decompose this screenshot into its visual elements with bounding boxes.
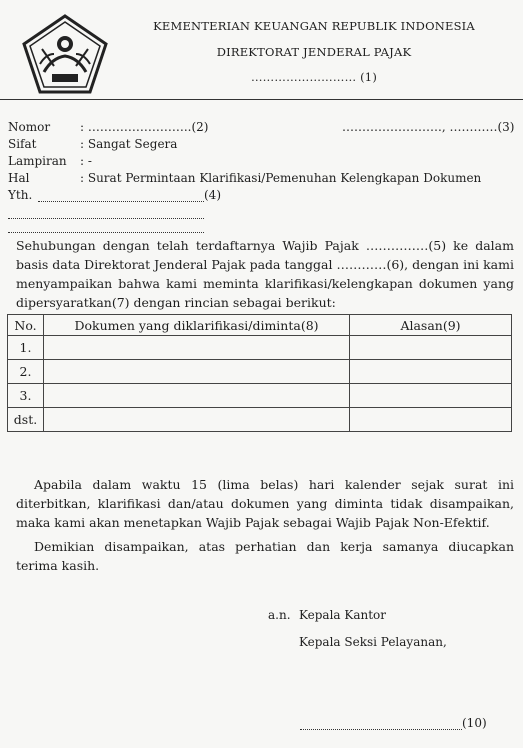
lampiran-label: Lampiran: [8, 154, 67, 168]
row-number: dst.: [8, 408, 44, 432]
an-label: a.n.: [268, 608, 291, 622]
row-number: 2.: [8, 360, 44, 384]
kepala-kantor: Kepala Kantor: [299, 608, 387, 622]
col-reason-header: Alasan(9): [350, 315, 512, 336]
recipient-line-1: [38, 201, 204, 202]
kepala-seksi: Kepala Seksi Pelayanan,: [299, 635, 447, 649]
yth-ref: (4): [204, 188, 221, 202]
col-no-header: No.: [8, 315, 44, 336]
document-cell: [44, 384, 350, 408]
yth-label: Yth.: [8, 188, 33, 202]
document-table: [7, 314, 512, 432]
row-number: 1.: [8, 336, 44, 360]
sifat-label: Sifat: [8, 137, 37, 151]
opening-paragraph: Sehubungan dengan telah terdaftarnya Wajib Pajak ……………(5) ke dalam basis data Direktorat Jenderal Pajak pada tanggal …………(6), dengan ini kami menyampaikan bahwa kami meminta klarifikasi/kelengkapan dokumen yang dipersyaratkan(7) dengan rincian sebagai berikut:: [16, 238, 514, 310]
col-document-header: Dokumen yang diklarifikasi/diminta(8): [44, 315, 350, 336]
table-row: [8, 384, 512, 408]
lampiran-value: : -: [80, 154, 92, 168]
table-row: [8, 408, 512, 432]
reason-cell: [350, 384, 512, 408]
reason-cell: [350, 336, 512, 360]
row-number: 3.: [8, 384, 44, 408]
signature-ref: (10): [462, 716, 487, 730]
reason-cell: [350, 408, 512, 432]
sifat-value: : Sangat Segera: [80, 137, 178, 151]
table-row: [8, 360, 512, 384]
document-cell: [44, 336, 350, 360]
ministry-name: KEMENTERIAN KEUANGAN REPUBLIK INDONESIA: [153, 19, 475, 33]
office-name-placeholder: ……………………… (1): [250, 70, 378, 84]
recipient-line-3: [8, 232, 204, 233]
ministry-of-finance-emblem: [22, 14, 108, 94]
reason-cell: [350, 360, 512, 384]
table-header-row: [8, 315, 512, 336]
document-cell: [44, 360, 350, 384]
date-placeholder: ……………………., …………(3): [342, 120, 515, 134]
closing-paragraph: Demikian disampaikan, atas perhatian dan kerja samanya diucapkan terima kasih.: [16, 539, 514, 573]
recipient-line-2: [8, 218, 204, 219]
table-row: [8, 336, 512, 360]
directorate-name: DIREKTORAT JENDERAL PAJAK: [216, 45, 412, 59]
header-divider: [0, 99, 523, 100]
nomor-value: : ……………………..(2): [80, 120, 209, 134]
signature-line: [300, 729, 462, 730]
document-cell: [44, 408, 350, 432]
deadline-paragraph: Apabila dalam waktu 15 (lima belas) hari kalender sejak surat ini diterbitkan, klarifikasi dan/atau dokumen yang diminta tidak disampaikan, maka kami akan menetapkan Wajib Pajak sebagai Wajib Pajak Non-Efektif.: [16, 477, 514, 530]
hal-value: : Surat Permintaan Klarifikasi/Pemenuhan Kelengkapan Dokumen: [80, 171, 482, 185]
nomor-label: Nomor: [8, 120, 51, 134]
hal-label: Hal: [8, 171, 30, 185]
